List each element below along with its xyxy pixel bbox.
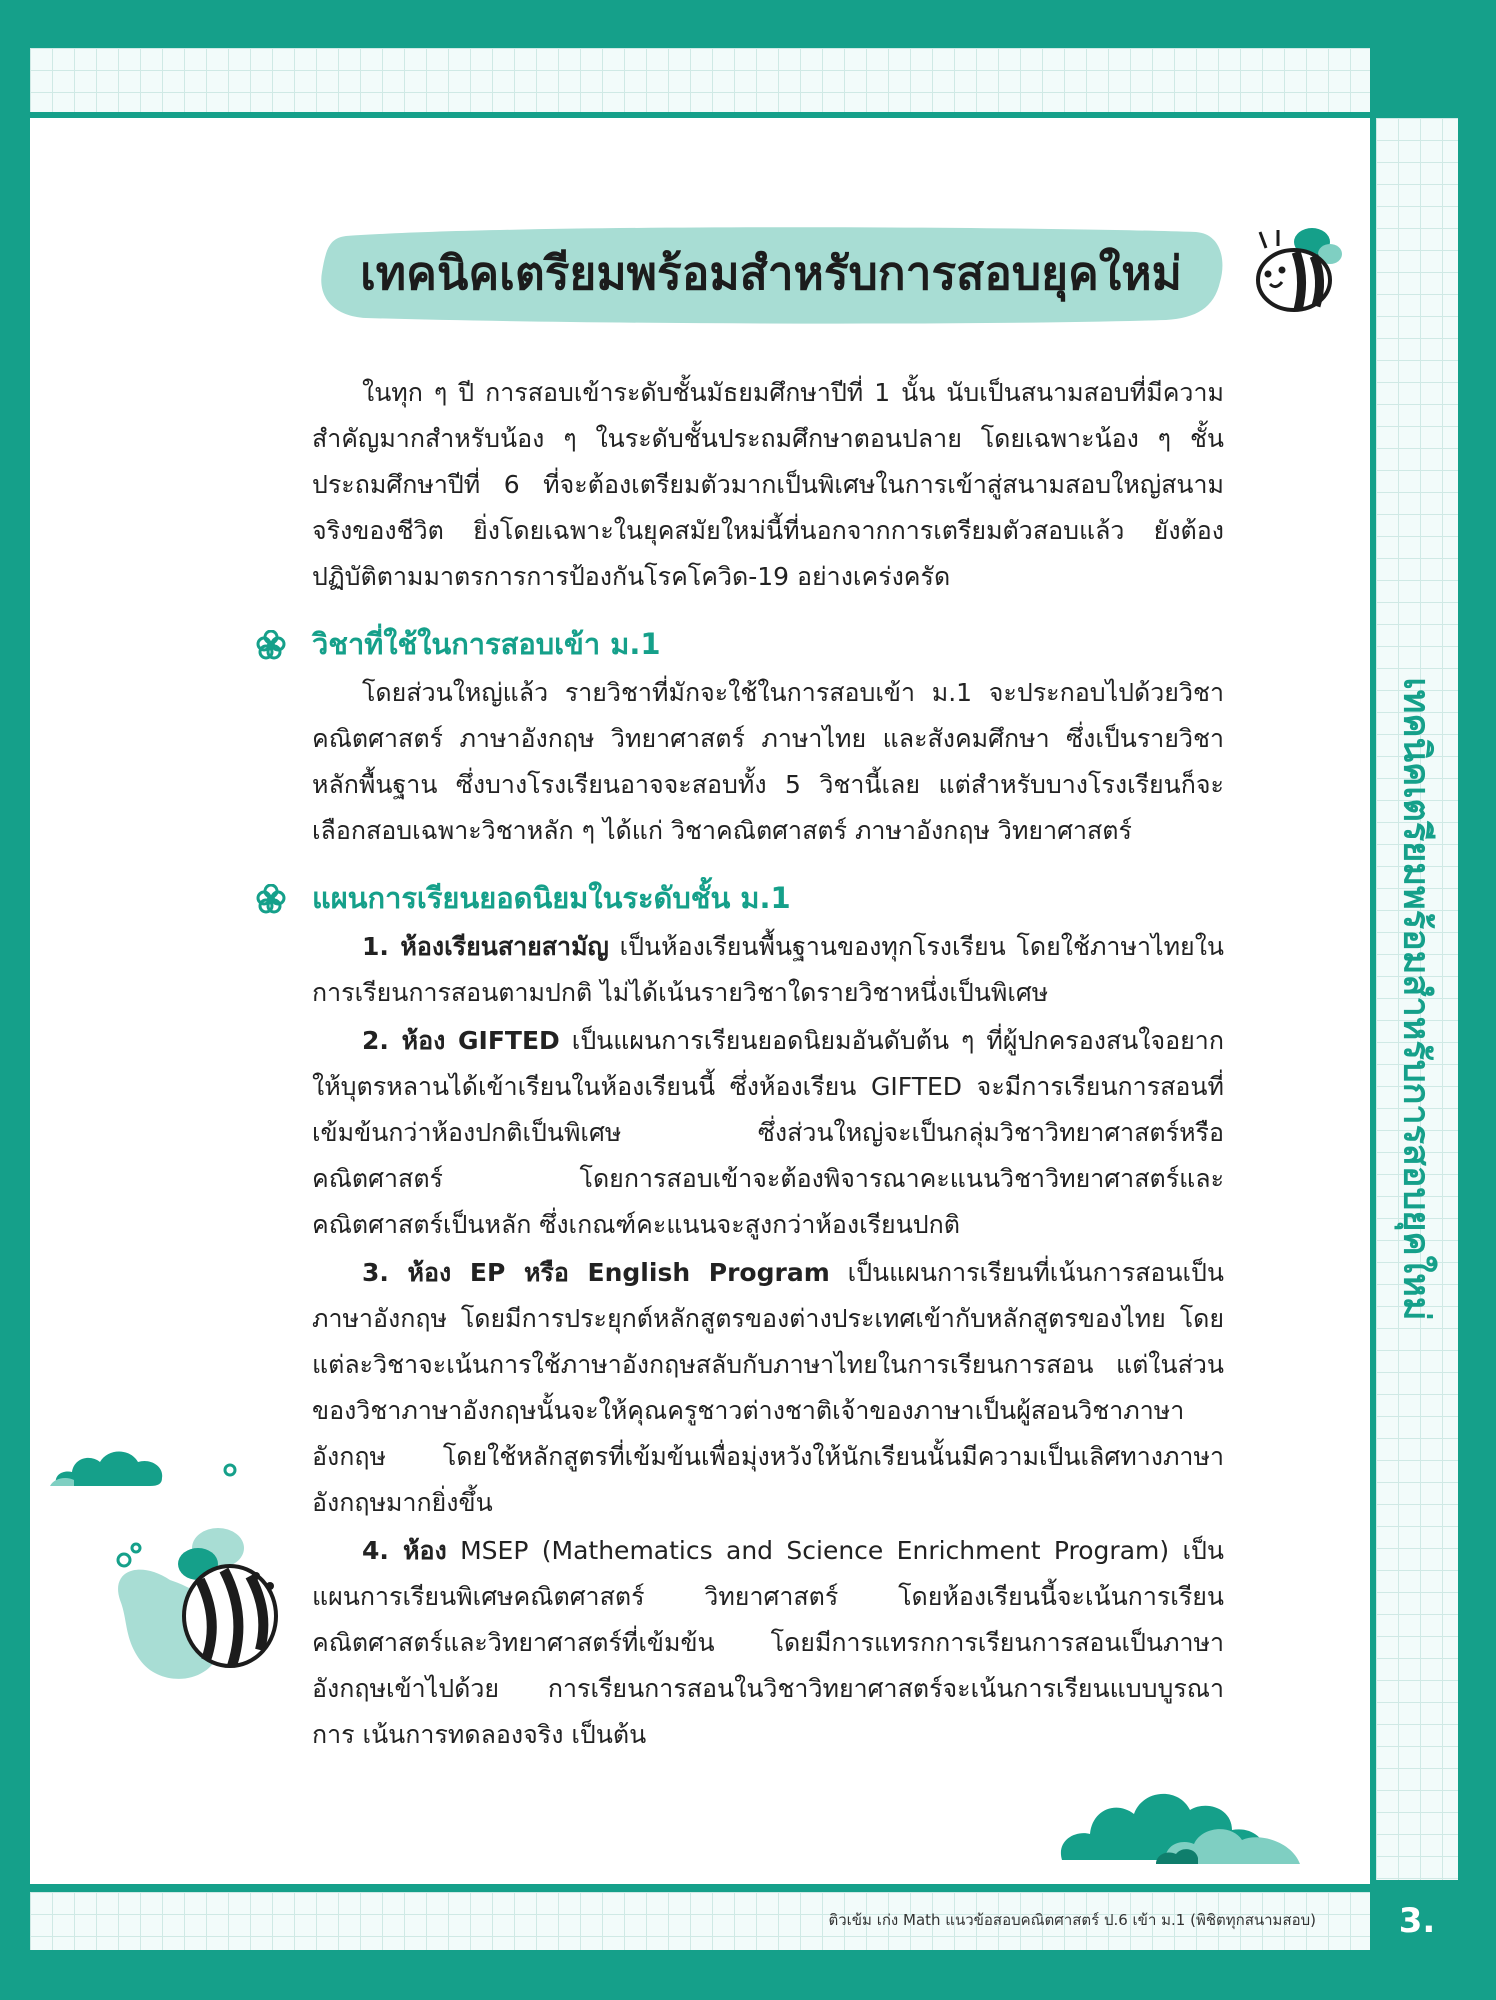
top-grid-strip	[30, 48, 1370, 112]
intro-paragraph: ในทุก ๆ ปี การสอบเข้าระดับชั้นมัธยมศึกษาปีที่ 1 นั้น นับเป็นสนามสอบที่มีความสำคัญมากสำหรับน้อง ๆ ในระดับชั้นประถมศึกษาตอนปลาย โดยเฉพาะน้อง ๆ ชั้นประถมศึกษาปีที่ 6 ที่จะต้องเตรียมตัวมากเป็นพิเศษในการเข้าสู่สนามสอบใหญ่สนามจริงของชีวิต ยิ่งโดยเฉพาะในยุคสมัยใหม่นี้ที่นอกจากการเตรียมตัวสอบแล้ว ยังต้องปฏิบัติตามมาตรการการป้องกันโรคโควิด-19 อย่างเคร่งครัด	[312, 378, 1224, 591]
page-number: 3.	[1376, 1892, 1458, 1950]
side-title-strip	[1376, 118, 1458, 1880]
program-item-regular	[312, 924, 1224, 1016]
program-item-title: 4. ห้อง	[362, 1536, 447, 1565]
content-area	[312, 370, 1224, 1758]
section-heading-label: แผนการเรียนยอดนิยมในระดับชั้น ม.1	[312, 881, 791, 915]
section-heading-label: วิชาที่ใช้ในการสอบเข้า ม.1	[312, 627, 661, 661]
section-heading-subjects	[312, 620, 1224, 668]
title-banner	[316, 222, 1226, 324]
flower-bullet-icon	[256, 884, 286, 914]
program-item-text: เป็นแผนการเรียนยอดนิยมอันดับต้น ๆ ที่ผู้ปกครองสนใจอยากให้บุตรหลานได้เข้าเรียนในห้องเรียนนี้ ซึ่งห้องเรียน GIFTED จะมีการเรียนการสอนที่เข้มข้นกว่าห้องปกติเป็นพิเศษ ซึ่งส่วนใหญ่จะเป็นกลุ่มวิชาวิทยาศาสตร์หรือคณิตศาสตร์ โดยการสอบเข้าจะต้องพิจารณาคะแนนวิชาวิทยาศาสตร์และคณิตศาสตร์เป็นหลัก ซึ่งเกณฑ์คะแนนจะสูงกว่าห้องเรียนปกติ	[312, 1026, 1224, 1239]
program-item-title: 2. ห้อง GIFTED	[362, 1026, 560, 1055]
footer-text: ติวเข้ม เก่ง Math แนวข้อสอบคณิตศาสตร์ ป.6 เข้า ม.1 (พิชิตทุกสนามสอบ)	[828, 1911, 1316, 1929]
bee-icon	[110, 1520, 290, 1690]
program-item-title: 3. ห้อง EP หรือ English Program	[362, 1258, 830, 1287]
program-item-gifted	[312, 1018, 1224, 1248]
program-item-text: เป็นแผนการเรียนที่เน้นการสอนเป็นภาษาอังกฤษ โดยมีการประยุกต์หลักสูตรของต่างประเทศเข้ากับหลักสูตรของไทย โดยแต่ละวิชาจะเน้นการใช้ภาษาอังกฤษสลับกับภาษาไทยในการเรียนการสอน แต่ในส่วนของวิชาภาษาอังกฤษนั้นจะให้คุณครูชาวต่างชาติเจ้าของภาษาเป็นผู้สอนวิชาภาษาอังกฤษ โดยใช้หลักสูตรที่เข้มข้นเพื่อมุ่งหวังให้นักเรียนนั้นมีความเป็นเลิศทางภาษาอังกฤษมากยิ่งขึ้น	[312, 1258, 1224, 1517]
page-title: เทคนิคเตรียมพร้อมสำหรับการสอบยุคใหม่	[360, 246, 1182, 300]
side-title: เทคนิคเตรียมพร้อมสำหรับการสอบยุคใหม่	[1395, 677, 1437, 1321]
program-item-text: เป็นห้องเรียนพื้นฐานของทุกโรงเรียน โดยใช้ภาษาไทยในการเรียนการสอนตามปกติ ไม่ได้เน้นรายวิชาใดรายวิชาหนึ่งเป็นพิเศษ	[312, 932, 1224, 1007]
bee-icon	[1244, 218, 1354, 328]
cloud-icon	[50, 1440, 170, 1490]
flower-bullet-icon	[256, 630, 286, 660]
subjects-paragraph: โดยส่วนใหญ่แล้ว รายวิชาที่มักจะใช้ในการสอบเข้า ม.1 จะประกอบไปด้วยวิชาคณิตศาสตร์ ภาษาอังกฤษ วิทยาศาสตร์ ภาษาไทย และสังคมศึกษา ซึ่งเป็นรายวิชาหลักพื้นฐาน ซึ่งบางโรงเรียนอาจจะสอบทั้ง 5 วิชานี้เลย แต่สำหรับบางโรงเรียนก็จะเลือกสอบเฉพาะวิชาหลัก ๆ ได้แก่ วิชาคณิตศาสตร์ ภาษาอังกฤษ วิทยาศาสตร์	[312, 678, 1224, 845]
program-item-title: 1. ห้องเรียนสายสามัญ	[362, 932, 609, 961]
program-item-text: MSEP (Mathematics and Science Enrichment Program) เป็นแผนการเรียนพิเศษคณิตศาสตร์ วิทยาศาสตร์ โดยห้องเรียนนี้จะเน้นการเรียนคณิตศาสตร์และวิทยาศาสตร์ที่เข้มข้น โดยมีการแทรกการเรียนการสอนเป็นภาษาอังกฤษเข้าไปด้วย การเรียนการสอนในวิชาวิทยาศาสตร์จะเน้นการเรียนแบบบูรณาการ เน้นการทดลองจริง เป็นต้น	[312, 1536, 1224, 1749]
flower-bullet-icon	[220, 1460, 240, 1480]
bush-icon	[1056, 1770, 1306, 1870]
section-heading-programs	[312, 874, 1224, 922]
program-item-msep	[312, 1528, 1224, 1758]
program-item-ep	[312, 1250, 1224, 1526]
